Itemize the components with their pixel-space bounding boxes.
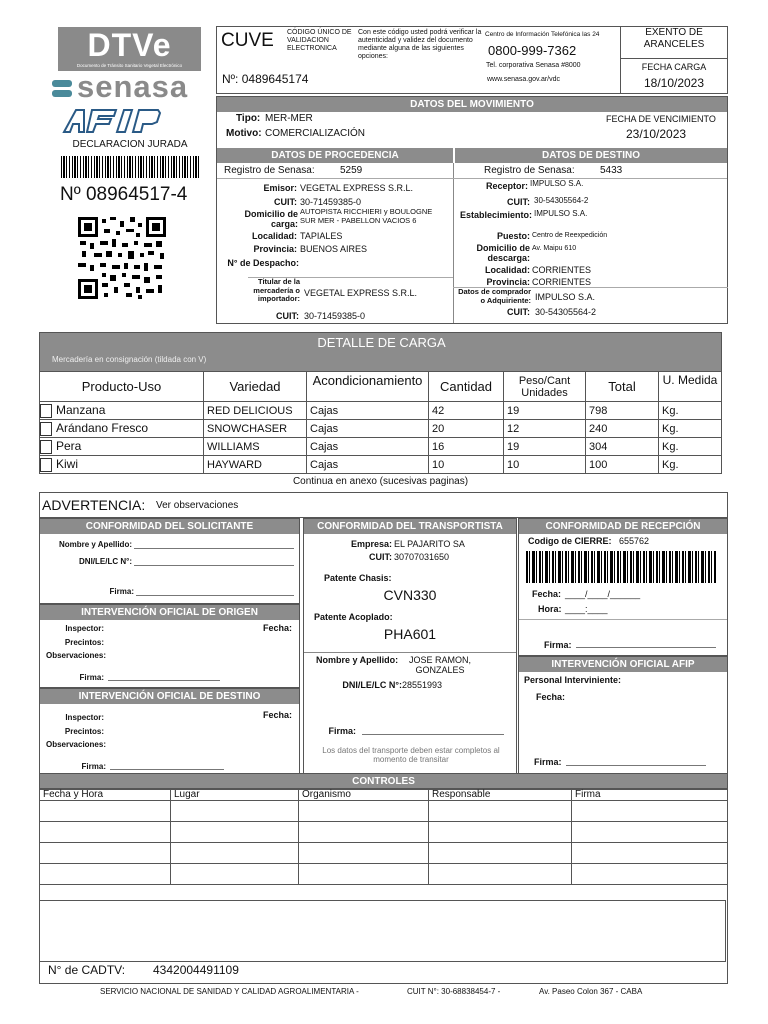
chasis-value: CVN330 (383, 587, 437, 603)
variedad: SNOWCHASER (204, 420, 307, 438)
observaciones-area[interactable] (39, 900, 726, 962)
destino-registro: 5433 (600, 165, 623, 176)
producto: Manzana (56, 402, 106, 417)
acondicionamiento: Cajas (307, 420, 429, 438)
transportista-title: CONFORMIDAD DEL TRANSPORTISTA (304, 519, 516, 534)
emisor-label: Emisor: (263, 183, 297, 193)
tipo-label: Tipo: (236, 113, 261, 124)
establecimiento-label: Establecimiento: (459, 210, 532, 220)
despacho-label: N° de Despacho: (227, 258, 299, 268)
carga-header-row (40, 372, 722, 402)
recepcion-fecha-label: Fecha: (532, 589, 562, 599)
cierre-label: Codigo de CIERRE: (528, 536, 612, 546)
oficial-destino-fecha-label: Fecha: (262, 710, 292, 720)
comprador-value: IMPULSO S.A. (535, 292, 596, 302)
senasa-logo-text: senasa (77, 69, 189, 104)
comprador-cuit-label: CUIT: (507, 307, 530, 317)
controles-table (39, 788, 728, 885)
recepcion-hora-blank: ____:____ (565, 604, 608, 614)
advertencia-text: Ver observaciones (156, 500, 239, 511)
solicitante-nombre-label: Nombre y Apellido: (58, 540, 132, 549)
cadtv-value: 4342004491109 (153, 963, 239, 977)
receptor-label: Receptor: (485, 181, 528, 191)
dtve-logo (58, 27, 201, 71)
procedencia-localidad-label: Localidad: (251, 231, 297, 241)
destino-provincia-label: Provincia: (486, 277, 530, 287)
tipo-value: MER-MER (265, 113, 313, 124)
destino-title: DATOS DE DESTINO (455, 148, 727, 163)
phone-number: 0800-999-7362 (488, 43, 577, 58)
comprador-cuit: 30-54305564-2 (535, 307, 597, 317)
origen-firma-label: Firma: (79, 673, 104, 682)
fecha-carga-divider (620, 58, 728, 59)
empresa-value: EL PAJARITO SA (394, 539, 465, 549)
consignacion-checkbox[interactable] (40, 422, 52, 436)
unidad: Kg. (659, 438, 722, 456)
oficial-destino-firma-label: Firma: (81, 762, 106, 771)
cantidad: 16 (429, 438, 504, 456)
col-firma: Firma (572, 789, 728, 801)
carga-table (39, 371, 722, 474)
afip-firma-label: Firma: (534, 757, 562, 767)
oficial-destino-precintos-label: Precintos: (64, 727, 104, 736)
origen-precintos-label: Precintos: (64, 638, 104, 647)
procedencia-registro-label: Registro de Senasa: (224, 165, 315, 176)
col-total: Total (586, 372, 659, 402)
cuve-description: CÓDIGO ÚNICO DE VALIDACION ELECTRONICA (287, 29, 352, 52)
cadtv-label: N° de CADTV: (48, 963, 126, 977)
acondicionamiento: Cajas (307, 438, 429, 456)
recepcion-fecha-blank: ____/____/______ (565, 589, 641, 599)
consignacion-checkbox[interactable] (40, 440, 52, 454)
col-acondicionamiento: Acondicionamiento (307, 372, 429, 402)
procedencia-title: DATOS DE PROCEDENCIA (217, 148, 453, 163)
controles-title: CONTROLES (39, 773, 728, 790)
acondicionamiento: Cajas (307, 402, 429, 420)
transportista-divider (304, 652, 516, 653)
origen-observaciones-label: Observaciones: (45, 651, 106, 660)
cierre-barcode (526, 551, 716, 583)
footer-servicio: SERVICIO NACIONAL DE SANIDAD Y CALIDAD AGROALIMENTARIA - (100, 987, 359, 996)
col-cantidad: Cantidad (429, 372, 504, 402)
carga-title: DETALLE DE CARGA (317, 335, 446, 350)
recepcion-title: CONFORMIDAD DE RECEPCIÓN (519, 519, 727, 534)
afip-firma-line (566, 765, 706, 766)
empresa-label: Empresa: (350, 539, 392, 549)
oficial-destino-inspector-label: Inspector: (65, 713, 104, 722)
acoplado-value: PHA601 (383, 626, 437, 642)
titular-cuit: 30-71459385-0 (304, 311, 366, 321)
procedencia-provincia: BUENOS AIRES (300, 244, 368, 254)
oficial-destino-firma-line (110, 769, 224, 770)
afip-title: INTERVENCIÓN OFICIAL AFIP (519, 657, 727, 672)
senasa-icon (50, 77, 74, 101)
peso: 12 (504, 420, 586, 438)
col-fecha-hora: Fecha y Hora (40, 789, 171, 801)
vencimiento-label: FECHA DE VENCIMIENTO (606, 114, 716, 124)
col-variedad: Variedad (204, 372, 307, 402)
receptor-value: IMPULSO S.A. (530, 179, 584, 188)
recepcion-hora-label: Hora: (538, 604, 562, 614)
footer-cuit: CUIT N°: 30-68838454-7 - (407, 987, 501, 996)
transportista-nota: Los datos del transporte deben estar completos al momento de transitar (322, 746, 500, 764)
comprador-label: Datos de comprador o Adquiriente: (458, 287, 531, 305)
titular-label: Titular de la mercadería o importador: (253, 277, 300, 303)
exento-aranceles: EXENTO DE ARANCELES (643, 27, 705, 50)
col-lugar: Lugar (171, 789, 299, 801)
document-number: Nº 08964517-4 (60, 184, 188, 205)
titular-value: VEGETAL EXPRESS S.R.L. (304, 288, 418, 298)
controles-row (40, 822, 728, 843)
procedencia-provincia-label: Provincia: (253, 244, 297, 254)
tel-corporativa: Tel. corporativa Senasa #8000 (486, 62, 581, 69)
total: 304 (586, 438, 659, 456)
verify-text: Con este código usted podrá verificar la autenticidad y validez del documento mediante alguna de las siguientes opciones: (358, 29, 482, 60)
unidad: Kg. (659, 420, 722, 438)
cantidad: 20 (429, 420, 504, 438)
domicilio-descarga-label: Domicilio de descarga: (476, 243, 530, 263)
solicitante-dni-line (134, 565, 294, 566)
anexo-note: Continua en anexo (sucesivas paginas) (292, 476, 469, 487)
procedencia-cuit: 30-71459385-0 (300, 197, 362, 207)
qr-code (78, 217, 166, 299)
document-barcode (61, 156, 201, 178)
movimiento-title: DATOS DEL MOVIMIENTO (217, 97, 727, 112)
cuve-label: CUVE (221, 30, 274, 51)
personal-label: Personal Interviniente: (524, 675, 622, 685)
producto: Arándano Fresco (56, 420, 149, 435)
fecha-carga: 18/10/2023 (643, 76, 705, 90)
carga-header (39, 332, 722, 372)
total: 240 (586, 420, 659, 438)
dtve-logo-subtitle: Documento de Tránsito Sanitario Vegetal Electrónico (76, 63, 183, 68)
solicitante-firma-line (136, 595, 294, 596)
dtve-logo-text: DTVe (87, 27, 172, 63)
origen-firma-line (108, 680, 220, 681)
transportista-dni: 28551993 (402, 680, 443, 690)
recepcion-divider (519, 619, 727, 620)
controles-row (40, 801, 728, 822)
variedad: WILLIAMS (204, 438, 307, 456)
transportista-nombre: JOSE RAMON, GONZALES (408, 655, 471, 675)
recepcion-firma-label: Firma: (544, 640, 572, 650)
variedad: HAYWARD (204, 456, 307, 474)
puesto-value: Centro de Reexpedición (532, 232, 608, 239)
origen-fecha-label: Fecha: (262, 623, 292, 633)
consignacion-note: Mercadería en consignación (tildada con V) (52, 355, 207, 364)
motivo-label: Motivo: (226, 128, 262, 139)
cuve-number: Nº: 0489645174 (222, 72, 309, 86)
solicitante-nombre-line (134, 548, 294, 549)
peso: 19 (504, 438, 586, 456)
titular-cuit-label: CUIT: (276, 311, 299, 321)
col-peso: Peso/Cant Unidades (504, 372, 586, 402)
transportista-nombre-label: Nombre y Apellido: (316, 655, 399, 665)
controles-header-row (40, 789, 728, 801)
peso: 10 (504, 456, 586, 474)
consignacion-checkbox[interactable] (40, 404, 52, 418)
col-umedida: U. Medida (659, 372, 722, 402)
carga-row (40, 402, 722, 420)
carga-row (40, 420, 722, 438)
destino-cuit-label: CUIT: (507, 197, 530, 207)
controles-row (40, 864, 728, 885)
solicitante-firma-label: Firma: (109, 587, 134, 596)
advertencia-label: ADVERTENCIA: (42, 497, 146, 513)
afip-logo (62, 108, 186, 134)
acoplado-label: Patente Acoplado: (314, 612, 393, 622)
col-responsable: Responsable (429, 789, 572, 801)
qr-code-graphic (78, 217, 166, 299)
domicilio-carga-label: Domicilio de carga: (244, 209, 298, 229)
procedencia-localidad: TAPIALES (300, 231, 343, 241)
col-organismo: Organismo (299, 789, 429, 801)
website: www.senasa.gov.ar/vdc (487, 76, 561, 83)
oficial-destino-observaciones-label: Observaciones: (45, 740, 106, 749)
unidad: Kg. (659, 456, 722, 474)
producto: Pera (56, 438, 82, 453)
domicilio-carga: AUTOPISTA RICCHIERI y BOULOGNE SUR MER - PABELLON VACIOS 6 (300, 207, 433, 225)
footer-direccion: Av. Paseo Colon 367 - CABA (539, 987, 643, 996)
info-center: Centro de Información Telefónica las 24 (485, 31, 600, 38)
registro-divider (217, 178, 727, 179)
transportista-cuit: 30707031650 (394, 552, 450, 562)
cantidad: 10 (429, 456, 504, 474)
total: 100 (586, 456, 659, 474)
variedad: RED DELICIOUS (204, 402, 307, 420)
unidad: Kg. (659, 402, 722, 420)
puesto-label: Puesto: (496, 231, 530, 241)
solicitante-title: CONFORMIDAD DEL SOLICITANTE (40, 519, 299, 534)
fecha-carga-label: FECHA CARGA (641, 62, 707, 72)
cierre-value: 655762 (619, 536, 650, 546)
total: 798 (586, 402, 659, 420)
col-producto: Producto-Uso (40, 372, 204, 402)
transportista-firma-label: Firma: (328, 726, 356, 736)
declaracion-jurada: DECLARACION JURADA (72, 139, 188, 150)
origen-inspector-label: Inspector: (65, 624, 104, 633)
acondicionamiento: Cajas (307, 456, 429, 474)
cantidad: 42 (429, 402, 504, 420)
afip-logo-graphic (62, 108, 186, 134)
afip-fecha-label: Fecha: (536, 692, 566, 702)
oficial-destino-title: INTERVENCIÓN OFICIAL DE DESTINO (40, 689, 299, 704)
transportista-dni-label: DNI/LE/LC N°: (342, 680, 402, 690)
transportista-cuit-label: CUIT: (369, 552, 392, 562)
vencimiento-value: 23/10/2023 (626, 127, 687, 141)
solicitante-dni-label: DNI/LE/LC N°: (79, 557, 132, 566)
chasis-label: Patente Chasis: (324, 573, 392, 583)
domicilio-descarga: Av. Maipu 610 (532, 245, 577, 252)
destino-provincia: CORRIENTES (532, 277, 592, 287)
recepcion-firma-line (576, 647, 716, 648)
consignacion-checkbox[interactable] (40, 458, 52, 472)
carga-row (40, 438, 722, 456)
carga-row (40, 456, 722, 474)
destino-cuit: 30-54305564-2 (534, 196, 589, 205)
controles-row (40, 843, 728, 864)
emisor-value: VEGETAL EXPRESS S.R.L. (300, 183, 414, 193)
destino-registro-label: Registro de Senasa: (484, 165, 575, 176)
senasa-logo (50, 69, 202, 104)
origen-title: INTERVENCIÓN OFICIAL DE ORIGEN (40, 605, 299, 620)
procedencia-registro: 5259 (340, 165, 363, 176)
establecimiento-value: IMPULSO S.A. (534, 209, 588, 218)
peso: 19 (504, 402, 586, 420)
motivo-value: COMERCIALIZACIÓN (265, 128, 366, 139)
producto: Kiwi (56, 456, 79, 471)
destino-localidad: CORRIENTES (532, 265, 592, 275)
destino-localidad-label: Localidad: (484, 265, 530, 275)
procedencia-cuit-label: CUIT: (274, 197, 297, 207)
transportista-firma-line (362, 734, 504, 735)
